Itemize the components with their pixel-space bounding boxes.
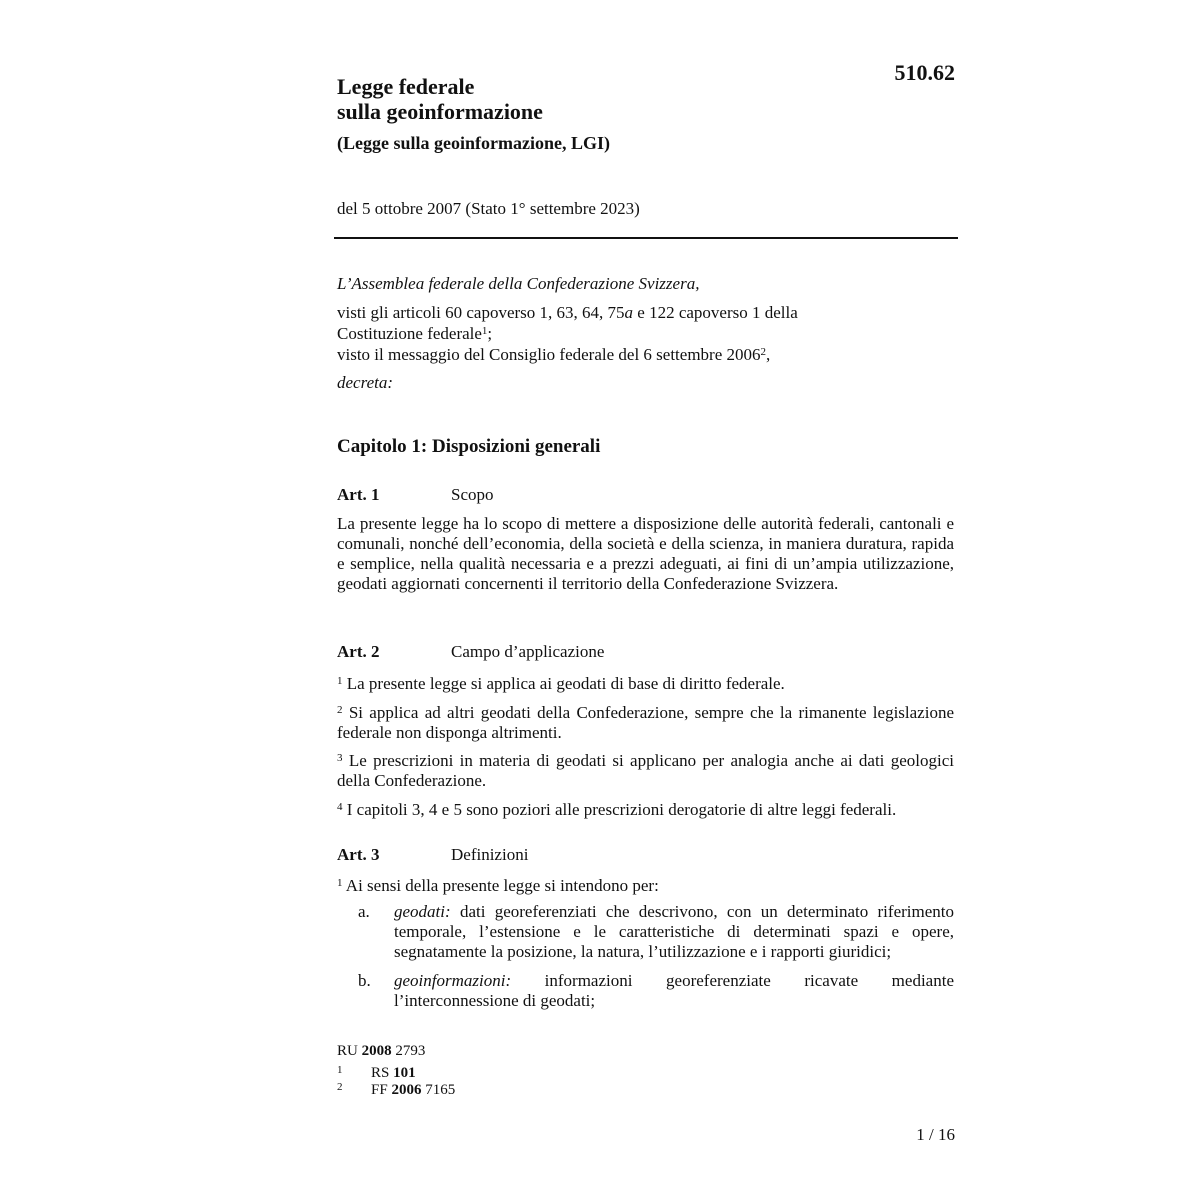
title-line-1: Legge federale bbox=[337, 74, 475, 99]
preamble-decreta: decreta: bbox=[337, 373, 394, 392]
article-1-heading bbox=[337, 485, 494, 505]
article-2-number: Art. 2 bbox=[337, 642, 380, 661]
header-divider bbox=[334, 237, 958, 239]
document-title bbox=[337, 74, 857, 124]
definition-term: geoinformazioni: bbox=[394, 971, 512, 990]
footnote-ref-1[interactable]: 1 bbox=[481, 325, 488, 337]
article-2-paragraph-1: $^1$ La presente legge si applica ai geodati di base di diritto federale. bbox=[337, 674, 785, 693]
definition-item-b: b. geoinformazioni: informazioni georeferenziate ricavate mediante l’interconnessione di geodati; bbox=[358, 971, 954, 1010]
title-line-2: sulla geoinformazione bbox=[337, 99, 543, 124]
article-1-text: La presente legge ha lo scopo di mettere a disposizione delle autorità federali, cantonali e comunali, nonché dell’economia, della società e della scienza, in maniera duratura, rapida e semplice, nella qualità necessaria e a prezzi adeguati, ai fini di un’ampia utilizzazione, geodati aggiornati concernenti il territorio della Confederazione Svizzera. bbox=[337, 514, 954, 593]
preamble-visti: visti gli articoli 60 capoverso 1, 63, 64, 75a e 122 capoverso 1 della bbox=[337, 303, 798, 322]
article-3-number: Art. 3 bbox=[337, 845, 380, 864]
article-3-paragraph-1: $^1$ Ai sensi della presente legge si intendono per: bbox=[337, 876, 659, 895]
article-3-heading bbox=[337, 845, 528, 865]
footnote-2: 2 FF 2006 7165 bbox=[337, 1081, 456, 1098]
article-2-title: Campo d’applicazione bbox=[451, 642, 605, 661]
article-2-paragraph-3: $^3$ Le prescrizioni in materia di geodati si applicano per analogia anche ai dati geologici della Confederazione. bbox=[337, 751, 954, 790]
ru-reference: RU 2008 2793 bbox=[337, 1043, 426, 1059]
footnote-1: 1 RS 101 bbox=[337, 1064, 416, 1081]
document-number: 510.62 bbox=[894, 60, 955, 85]
article-2-paragraph-2: $^2$ Si applica ad altri geodati della Confederazione, sempre che la rimanente legislazione federale non disponga altrimenti. bbox=[337, 703, 954, 742]
footnote-ref-2[interactable]: 2 bbox=[760, 346, 766, 358]
preamble bbox=[337, 274, 957, 392]
article-2-heading bbox=[337, 642, 604, 662]
article-3-title: Definizioni bbox=[451, 845, 529, 864]
definition-item-a: a. geodati: dati georeferenziati che descrivono, con un determinato riferimento temporale, l’estensione e le caratteristiche di determinati spazi e opere, segnatamente la posizione, la natura, l’utilizzazione e i rapporti giuridici; bbox=[358, 902, 954, 961]
preamble-visto: visto il messaggio del Consiglio federale del 6 settembre 2006$^2$, bbox=[337, 345, 771, 364]
preamble-visti-line2: Costituzione federale$^1$; bbox=[337, 324, 493, 343]
page-number: 1 / 16 bbox=[916, 1125, 955, 1144]
article-1-title: Scopo bbox=[451, 485, 494, 504]
document-date: del 5 ottobre 2007 (Stato 1° settembre 2023) bbox=[337, 199, 640, 218]
article-1-number: Art. 1 bbox=[337, 485, 380, 504]
preamble-assembly: L’Assemblea federale della Confederazione Svizzera, bbox=[337, 274, 700, 293]
document-subtitle: (Legge sulla geoinformazione, LGI) bbox=[337, 133, 610, 153]
definition-term: geodati: bbox=[394, 902, 451, 921]
article-2-paragraph-4: $^4$ I capitoli 3, 4 e 5 sono poziori alle prescrizioni derogatorie di altre leggi federali. bbox=[337, 800, 897, 819]
chapter-1-title: Capitolo 1: Disposizioni generali bbox=[337, 436, 601, 457]
